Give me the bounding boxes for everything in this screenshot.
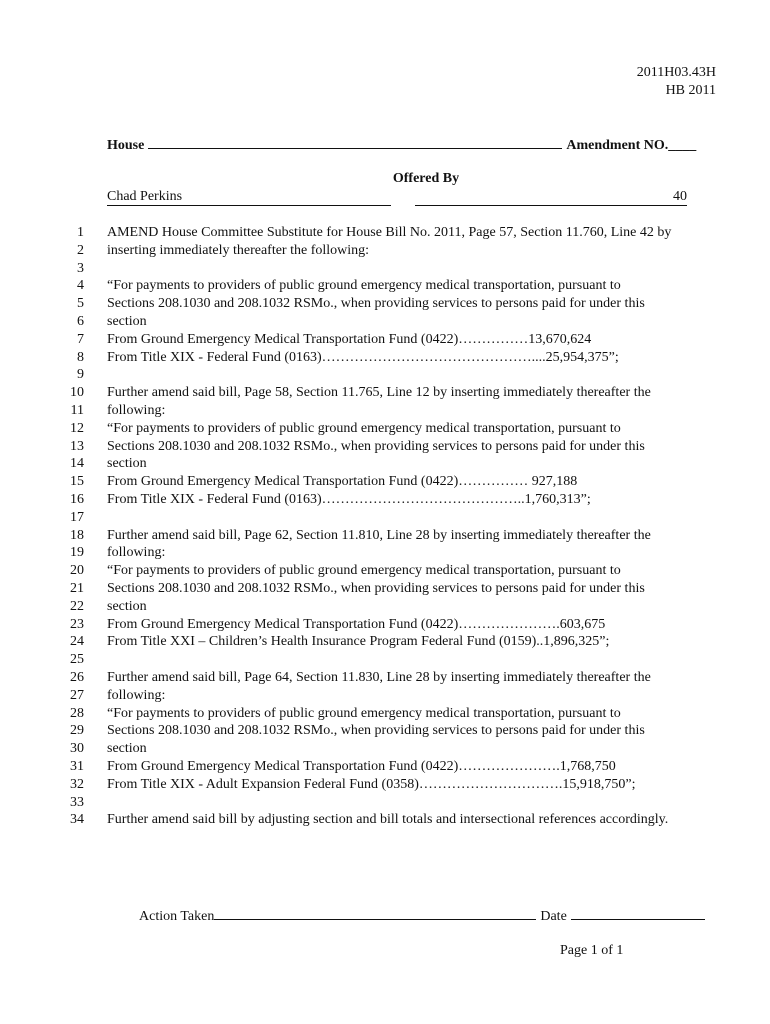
line-number: 24 bbox=[70, 634, 84, 650]
line-text: From Title XIX - Federal Fund (0163)……………………………………..1,760,313”; bbox=[107, 491, 591, 507]
numbered-line bbox=[0, 509, 770, 527]
line-number: 21 bbox=[70, 580, 84, 596]
line-number: 9 bbox=[77, 367, 84, 383]
line-text: “For payments to providers of public ground emergency medical transportation, pursuant to bbox=[107, 420, 621, 436]
line-text: Sections 208.1030 and 208.1032 RSMo., when providing services to persons paid for under this bbox=[107, 296, 645, 312]
line-text: AMEND House Committee Substitute for House Bill No. 2011, Page 57, Section 11.760, Line 42 by bbox=[107, 225, 672, 240]
line-number: 10 bbox=[70, 385, 84, 401]
doc-code: 2011H03.43H bbox=[636, 65, 716, 80]
numbered-line bbox=[0, 651, 770, 669]
line-number: 12 bbox=[70, 420, 84, 436]
numbered-line bbox=[0, 473, 770, 491]
line-text: Further amend said bill, Page 58, Section 11.765, Line 12 by inserting immediately thereafter the bbox=[107, 385, 651, 401]
numbered-line bbox=[0, 705, 770, 723]
line-number: 15 bbox=[70, 474, 84, 490]
numbered-line bbox=[0, 776, 770, 794]
numbered-line bbox=[0, 562, 770, 580]
line-number: 4 bbox=[77, 278, 84, 294]
line-number: 27 bbox=[70, 687, 84, 703]
line-number: 16 bbox=[70, 491, 84, 507]
numbered-line bbox=[0, 277, 770, 295]
line-number: 5 bbox=[77, 296, 84, 312]
line-number: 17 bbox=[70, 509, 84, 525]
sponsor-line bbox=[107, 189, 687, 207]
line-text: Further amend said bill by adjusting section and bill totals and intersectional references accordingly. bbox=[107, 812, 669, 828]
amendment-number-label: Amendment NO.____ bbox=[566, 138, 697, 153]
line-number: 22 bbox=[70, 598, 84, 614]
action-taken-label: Action Taken bbox=[139, 909, 215, 924]
numbered-line bbox=[0, 722, 770, 740]
line-text: section bbox=[107, 741, 147, 757]
action-taken-line bbox=[139, 907, 717, 925]
numbered-line bbox=[0, 402, 770, 420]
line-text: “For payments to providers of public ground emergency medical transportation, pursuant to bbox=[107, 563, 621, 579]
action-taken-underline bbox=[214, 907, 536, 920]
numbered-line bbox=[0, 331, 770, 349]
bill-number: HB 2011 bbox=[665, 83, 716, 98]
line-text: From Title XIX - Adult Expansion Federal Fund (0358)………………………….15,918,750”; bbox=[107, 776, 636, 792]
line-number: 34 bbox=[70, 812, 84, 828]
line-number: 33 bbox=[70, 794, 84, 810]
line-text: From Ground Emergency Medical Transportation Fund (0422)…………… 927,188 bbox=[107, 474, 578, 490]
line-text: inserting immediately thereafter the following: bbox=[107, 242, 370, 258]
line-text: following: bbox=[107, 402, 166, 418]
line-number: 32 bbox=[70, 776, 84, 792]
numbered-line bbox=[0, 313, 770, 331]
line-text: From Ground Emergency Medical Transportation Fund (0422)………………….603,675 bbox=[107, 616, 606, 632]
date-underline bbox=[571, 907, 705, 920]
date-label: Date bbox=[540, 909, 567, 924]
line-number: 8 bbox=[77, 349, 84, 365]
line-number: 3 bbox=[77, 260, 84, 276]
numbered-line bbox=[0, 740, 770, 758]
numbered-line bbox=[0, 544, 770, 562]
line-text: section bbox=[107, 598, 147, 614]
line-number: 31 bbox=[70, 758, 84, 774]
numbered-line bbox=[0, 438, 770, 456]
line-number: 23 bbox=[70, 616, 84, 632]
offered-by-heading: Offered By bbox=[392, 171, 460, 186]
numbered-line bbox=[0, 669, 770, 687]
line-number: 14 bbox=[70, 456, 84, 472]
line-number: 28 bbox=[70, 705, 84, 721]
numbered-line bbox=[0, 295, 770, 313]
numbered-line bbox=[0, 260, 770, 278]
line-text: following: bbox=[107, 545, 166, 561]
line-text: From Ground Emergency Medical Transportation Fund (0422)………………….1,768,750 bbox=[107, 758, 616, 774]
numbered-line bbox=[0, 527, 770, 545]
numbered-line bbox=[0, 580, 770, 598]
line-number: 19 bbox=[70, 545, 84, 561]
numbered-line bbox=[0, 242, 770, 260]
line-number: 30 bbox=[70, 741, 84, 757]
line-number: 6 bbox=[77, 313, 84, 329]
line-number: 29 bbox=[70, 723, 84, 739]
numbered-line bbox=[0, 794, 770, 812]
numbered-line bbox=[0, 616, 770, 634]
numbered-line bbox=[0, 811, 770, 829]
line-number: 11 bbox=[70, 402, 84, 418]
line-number: 7 bbox=[77, 331, 84, 347]
numbered-line bbox=[0, 366, 770, 384]
line-number: 25 bbox=[70, 652, 84, 668]
line-text: From Title XIX - Federal Fund (0163)………………………………………....25,954,375”; bbox=[107, 349, 619, 365]
numbered-line bbox=[0, 349, 770, 367]
line-text: section bbox=[107, 456, 147, 472]
line-number: 18 bbox=[70, 527, 84, 543]
numbered-line bbox=[0, 420, 770, 438]
line-text: “For payments to providers of public ground emergency medical transportation, pursuant to bbox=[107, 278, 621, 294]
line-text: following: bbox=[107, 687, 166, 703]
line-text: section bbox=[107, 313, 147, 329]
numbered-line bbox=[0, 224, 770, 242]
numbered-line bbox=[0, 633, 770, 651]
line-text: Further amend said bill, Page 62, Section 11.810, Line 28 by inserting immediately thereafter the bbox=[107, 527, 651, 543]
line-text: “For payments to providers of public ground emergency medical transportation, pursuant to bbox=[107, 705, 621, 721]
document-id-block bbox=[637, 64, 716, 100]
line-number: 26 bbox=[70, 669, 84, 685]
numbered-line bbox=[0, 455, 770, 473]
sponsor-name: Chad Perkins bbox=[107, 189, 391, 206]
numbered-line bbox=[0, 758, 770, 776]
line-text: From Ground Emergency Medical Transportation Fund (0422)……………13,670,624 bbox=[107, 331, 592, 347]
house-amendment-line bbox=[107, 136, 713, 154]
line-number: 13 bbox=[70, 438, 84, 454]
line-text: Sections 208.1030 and 208.1032 RSMo., when providing services to persons paid for under this bbox=[107, 723, 645, 739]
line-number: 2 bbox=[77, 242, 84, 258]
line-text: From Title XXI – Children’s Health Insurance Program Federal Fund (0159)..1,896,325”; bbox=[107, 634, 610, 650]
line-text: Sections 208.1030 and 208.1032 RSMo., when providing services to persons paid for under this bbox=[107, 438, 645, 454]
sponsor-number: 40 bbox=[415, 189, 687, 206]
numbered-line bbox=[0, 687, 770, 705]
line-text: Further amend said bill, Page 64, Section 11.830, Line 28 by inserting immediately thereafter the bbox=[107, 669, 651, 685]
house-blank-underline bbox=[148, 136, 562, 149]
house-label: House bbox=[107, 138, 145, 153]
line-text: Sections 208.1030 and 208.1032 RSMo., when providing services to persons paid for under this bbox=[107, 580, 645, 596]
numbered-line bbox=[0, 384, 770, 402]
line-number: 1 bbox=[77, 225, 84, 240]
numbered-line bbox=[0, 598, 770, 616]
page-number: Page 1 of 1 bbox=[560, 943, 624, 958]
line-number: 20 bbox=[70, 563, 84, 579]
amendment-body bbox=[0, 224, 770, 829]
numbered-line bbox=[0, 491, 770, 509]
